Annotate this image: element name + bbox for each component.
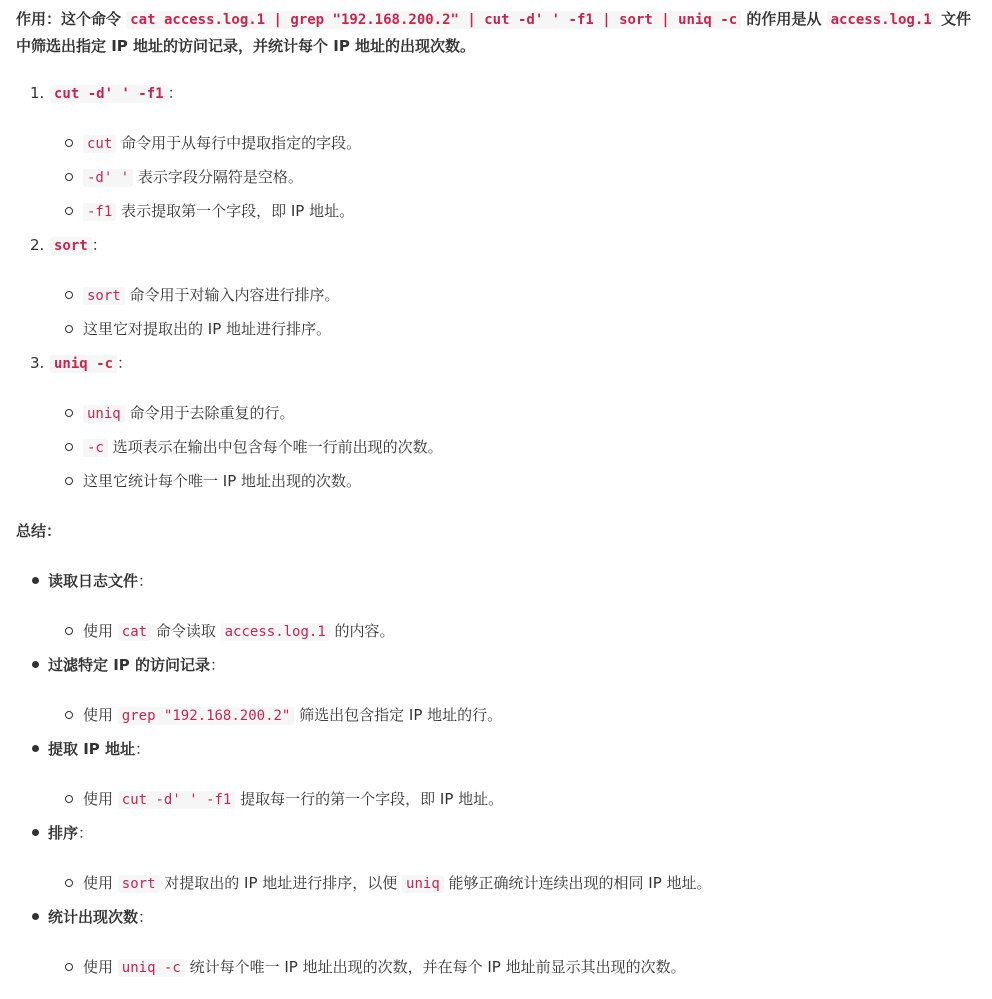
intro-label: 作用：: [16, 10, 62, 28]
item-text: 选项表示在输出中包含每个唯一行前出现的次数。: [107, 438, 443, 456]
step-code: sort: [50, 237, 92, 255]
item-code: uniq -c: [118, 959, 185, 977]
step-colon: ：: [117, 354, 133, 372]
item-text: 命令用于去除重复的行。: [124, 404, 295, 422]
circle-bullet-icon: [65, 879, 73, 887]
item-text: 表示提取第一个字段，即 IP 地址。: [116, 202, 355, 220]
list-item: [64, 200, 354, 223]
item-code: sort: [118, 875, 160, 893]
disc-bullet-icon: [32, 577, 39, 584]
item-text: 命令读取: [151, 622, 221, 640]
item-text: 使用: [83, 706, 118, 724]
summary-colon: ：: [135, 740, 151, 758]
item-text: 提取每一行的第一个字段，即 IP 地址。: [235, 790, 504, 808]
circle-bullet-icon: [65, 173, 73, 181]
list-item: [64, 436, 443, 459]
item-code: cat: [118, 623, 151, 641]
summary-title: 总结：: [16, 522, 62, 540]
step-number: 2.: [30, 236, 45, 254]
item-text: 这里它统计每个唯一 IP 地址出现的次数。: [83, 472, 362, 490]
circle-bullet-icon: [65, 627, 73, 635]
list-item: [64, 956, 686, 979]
step-3: [30, 352, 132, 375]
intro-file-code: access.log.1: [827, 11, 936, 29]
summary-item: [32, 738, 150, 760]
item-code: sort: [83, 287, 125, 305]
item-code: grep "192.168.200.2": [118, 707, 295, 725]
step-2: [30, 234, 107, 257]
item-text: 这里它对提取出的 IP 地址进行排序。: [83, 320, 332, 338]
item-code: uniq: [402, 875, 444, 893]
intro-command-code: cat access.log.1 | grep "192.168.200.2" | cut -d' ' -f1 | sort | uniq -c: [126, 11, 741, 29]
item-code: -f1: [83, 203, 116, 221]
item-text: 的内容。: [329, 622, 395, 640]
step-colon: ：: [91, 236, 107, 254]
intro-text: 这个命令: [61, 10, 127, 28]
summary-item-title: 提取 IP 地址: [48, 740, 136, 758]
step-number: 1.: [30, 84, 45, 102]
list-item: [64, 318, 331, 340]
intro-paragraph: [16, 6, 976, 59]
summary-item: [32, 906, 153, 928]
list-item: [64, 704, 502, 727]
item-text: 使用: [83, 622, 118, 640]
list-item: [64, 284, 340, 307]
summary-item-title: 统计出现次数: [48, 908, 139, 926]
list-item: [64, 620, 395, 643]
circle-bullet-icon: [65, 711, 73, 719]
summary-colon: ：: [138, 908, 154, 926]
circle-bullet-icon: [65, 291, 73, 299]
item-text: 对提取出的 IP 地址进行排序，以便: [159, 874, 403, 892]
summary-item-title: 排序: [48, 824, 79, 842]
circle-bullet-icon: [65, 477, 73, 485]
step-code: uniq -c: [50, 355, 117, 373]
summary-item-title: 过滤特定 IP 的访问记录: [48, 656, 211, 674]
disc-bullet-icon: [32, 829, 39, 836]
item-text: 命令用于从每行中提取指定的字段。: [116, 134, 362, 152]
disc-bullet-icon: [32, 661, 39, 668]
summary-item: [32, 822, 93, 844]
item-text: 能够正确统计连续出现的相同 IP 地址。: [443, 874, 712, 892]
disc-bullet-icon: [32, 745, 39, 752]
item-text: 统计每个唯一 IP 地址出现的次数，并在每个 IP 地址前显示其出现的次数。: [184, 958, 686, 976]
item-text: 使用: [83, 874, 118, 892]
list-item: [64, 470, 361, 492]
list-item: [64, 872, 712, 895]
item-code: -d' ': [83, 169, 133, 187]
circle-bullet-icon: [65, 409, 73, 417]
item-text: 命令用于对输入内容进行排序。: [124, 286, 340, 304]
summary-item-title: 读取日志文件: [48, 572, 139, 590]
step-colon: ：: [167, 84, 183, 102]
summary-colon: ：: [78, 824, 94, 842]
summary-colon: ：: [210, 656, 226, 674]
item-code: -c: [83, 439, 108, 457]
circle-bullet-icon: [65, 207, 73, 215]
step-number: 3.: [30, 354, 45, 372]
summary-item: [32, 570, 153, 592]
summary-colon: ：: [138, 572, 154, 590]
intro-text: 文件中筛选出指定 IP 地址的访问记录，并统计每个 IP 地址的出现次数。: [16, 10, 971, 55]
item-text: 筛选出包含指定 IP 地址的行。: [294, 706, 503, 724]
item-code: cut: [83, 135, 116, 153]
circle-bullet-icon: [65, 795, 73, 803]
list-item: [64, 788, 503, 811]
document-body: [16, 6, 976, 976]
item-text: 表示字段分隔符是空格。: [133, 168, 303, 186]
item-text: 使用: [83, 958, 118, 976]
circle-bullet-icon: [65, 325, 73, 333]
circle-bullet-icon: [65, 443, 73, 451]
list-item: [64, 402, 295, 425]
item-code: uniq: [83, 405, 125, 423]
list-item: [64, 166, 303, 189]
step-code: cut -d' ' -f1: [50, 85, 168, 103]
summary-item: [32, 654, 225, 676]
intro-text: 的作用是从: [741, 10, 827, 28]
item-code: access.log.1: [221, 623, 330, 641]
circle-bullet-icon: [65, 963, 73, 971]
item-text: 使用: [83, 790, 118, 808]
list-item: [64, 132, 361, 155]
circle-bullet-icon: [65, 139, 73, 147]
disc-bullet-icon: [32, 913, 39, 920]
item-code: cut -d' ' -f1: [118, 791, 236, 809]
step-1: [30, 82, 183, 105]
